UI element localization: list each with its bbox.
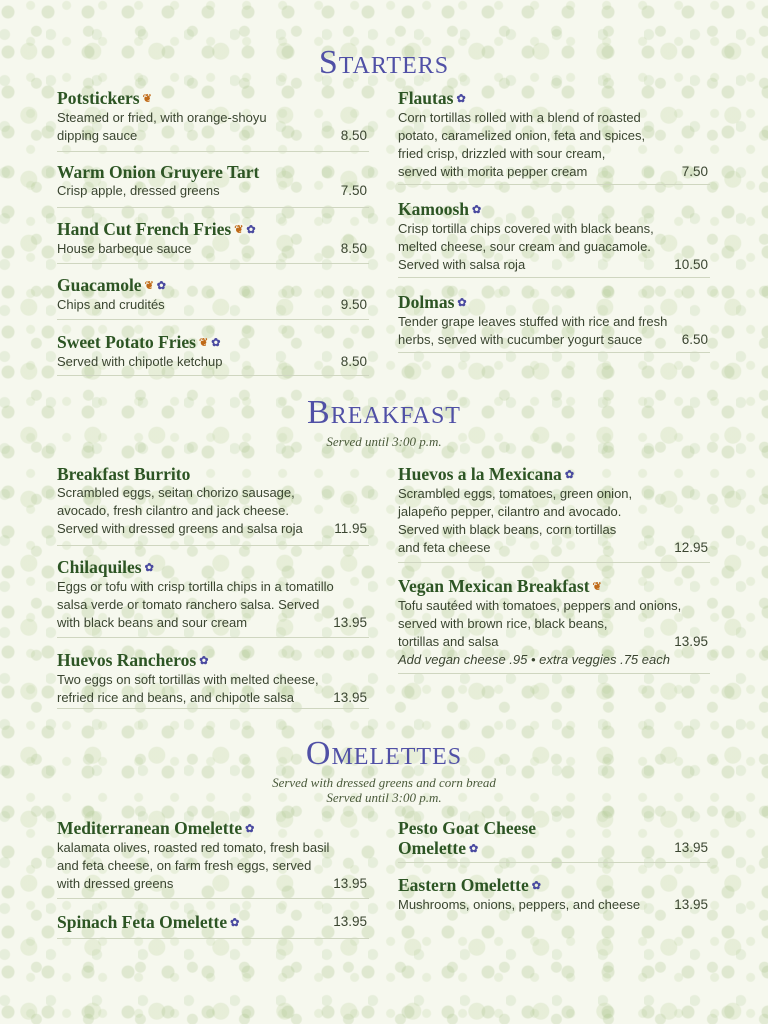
omelettes-subtitle-time: Served until 3:00 p.m. [326,790,442,805]
item-price: 11.95 [334,521,367,536]
item-desc: kalamata olives, roasted red tomato, fresh basil [57,840,330,855]
item-desc: Chips and crudités [57,297,165,312]
item-desc: avocado, fresh cilantro and jack cheese. [57,503,289,518]
item-name: Flautas [398,88,454,108]
item-desc: salsa verde or tomato ranchero salsa. Served [57,597,320,612]
item-desc: served with morita pepper cream [398,164,588,179]
menu-item-dolmas [398,292,710,353]
menu-item-pesto-goat-cheese-omelette [398,818,710,863]
item-desc: served with brown rice, black beans, [398,616,608,631]
menu-item-flautas [398,88,710,185]
omelettes-title: Omelettes [305,735,463,772]
menu-item-eastern-omelette [398,875,710,915]
item-price: 12.95 [674,540,708,555]
flower-icon: ✿ [564,469,575,481]
item-desc: fried crisp, drizzled with sour cream, [398,146,606,161]
flower-icon: ✿ [156,280,167,292]
item-desc: Served with black beans, corn tortillas [398,522,617,537]
item-price: 9.50 [340,297,367,312]
item-price: 8.50 [340,241,367,256]
item-name: Huevos Rancheros [57,650,197,670]
item-desc: Served with salsa roja [398,257,526,272]
breakfast-title: Breakfast [307,394,461,431]
flower-icon: ✿ [471,204,482,216]
item-note: Add vegan cheese .95 • extra veggies .75 each [398,652,670,667]
item-desc: Mushrooms, onions, peppers, and cheese [398,897,641,912]
menu-item-onion-tart [57,162,369,208]
item-name: Vegan Mexican Breakfast [398,576,590,596]
item-desc: and feta cheese [398,540,491,555]
starters-title: Starters [318,44,450,81]
item-price: 13.95 [674,634,708,649]
menu-item-french-fries [57,219,369,264]
item-price: 10.50 [674,257,708,272]
menu-item-vegan-mexican-breakfast [398,576,710,674]
item-price: 13.95 [333,876,367,891]
pepper-icon: ❦ [198,337,209,349]
item-price: 6.50 [681,332,708,347]
item-price: 13.95 [674,840,708,855]
item-desc: refried rice and beans, and chipotle salsa [57,690,295,705]
item-desc: Crisp apple, dressed greens [57,183,220,198]
item-desc: with black beans and sour cream [57,615,248,630]
item-desc: Corn tortillas rolled with a blend of roasted [398,110,641,125]
item-desc: Tofu sautéed with tomatoes, peppers and onions, [398,598,682,613]
menu-item-kamoosh [398,199,710,278]
item-desc: Two eggs on soft tortillas with melted cheese, [57,672,319,687]
menu-item-guacamole [57,275,369,320]
pepper-icon: ❦ [592,581,602,593]
menu-item-sweet-potato-fries [57,332,369,376]
item-name: Spinach Feta Omelette [57,912,228,932]
omelettes-subtitle: Served with dressed greens and corn bread [272,775,496,790]
item-name: Mediterranean Omelette [57,818,243,838]
item-desc: Scrambled eggs, tomatoes, green onion, [398,486,633,501]
menu-item-breakfast-burrito [57,464,369,546]
item-desc: tortillas and salsa [398,634,499,649]
item-price: 13.95 [674,897,708,912]
item-name: Eastern Omelette [398,875,529,895]
breakfast-subtitle: Served until 3:00 p.m. [326,434,442,449]
item-name: Huevos a la Mexicana [398,464,562,484]
item-price: 7.50 [340,183,367,198]
item-name: Kamoosh [398,199,469,219]
item-desc: Steamed or fried, with orange-shoyu [57,110,267,125]
item-desc: melted cheese, sour cream and guacamole. [398,239,651,254]
item-desc: Served with dressed greens and salsa roja [57,521,303,536]
item-name: Pesto Goat Cheese [398,818,537,838]
item-name-line2: Omelette [398,838,467,858]
flower-icon: ✿ [531,880,541,892]
flower-icon: ✿ [456,93,466,105]
item-price: 13.95 [333,690,367,705]
flower-icon: ✿ [144,562,154,574]
item-name: Dolmas [398,292,455,312]
item-desc: dipping sauce [57,128,138,143]
item-desc: with dressed greens [57,876,174,891]
item-name: Breakfast Burrito [57,464,191,484]
item-price: 13.95 [333,615,367,630]
item-desc: Eggs or tofu with crisp tortilla chips in a tomatillo [57,579,334,594]
item-desc: Tender grape leaves stuffed with rice and fresh [398,314,668,329]
menu-item-spinach-feta-omelette [57,912,369,939]
menu-item-chilaquiles [57,557,369,638]
item-desc: potato, caramelized onion, feta and spices, [398,128,646,143]
item-desc: jalapeño pepper, cilantro and avocado. [398,504,622,519]
flower-icon: ✿ [199,655,209,667]
item-desc: Scrambled eggs, seitan chorizo sausage, [57,485,295,500]
item-price: 8.50 [340,128,367,143]
flower-icon: ✿ [469,843,479,855]
menu-item-huevos-mexicana [398,464,710,563]
flower-icon: ✿ [230,917,240,929]
menu-item-mediterranean-omelette [57,818,369,899]
item-name: Hand Cut French Fries [57,219,232,239]
item-desc: Crisp tortilla chips covered with black beans, [398,221,654,236]
item-name: Sweet Potato Fries [57,332,196,352]
item-name: Chilaquiles [57,557,142,577]
flower-icon: ✿ [246,224,256,236]
flower-icon: ✿ [457,297,467,309]
menu-item-potstickers [57,88,369,152]
pepper-icon: ❦ [234,224,244,236]
item-price: 13.95 [333,914,367,929]
pepper-icon: ❦ [142,93,152,105]
item-price: 8.50 [340,354,367,369]
item-name: Potstickers [57,88,140,108]
pepper-icon: ❦ [144,280,154,292]
item-price: 7.50 [681,164,708,179]
item-name: Warm Onion Gruyere Tart [57,162,260,182]
item-desc: House barbeque sauce [57,241,192,256]
flower-icon: ✿ [245,823,255,835]
flower-icon: ✿ [211,337,221,349]
item-name: Guacamole [57,275,142,295]
item-desc: and feta cheese, on farm fresh eggs, served [57,858,312,873]
item-desc: herbs, served with cucumber yogurt sauce [398,332,643,347]
item-desc: Served with chipotle ketchup [57,354,223,369]
menu-item-huevos-rancheros [57,650,369,709]
